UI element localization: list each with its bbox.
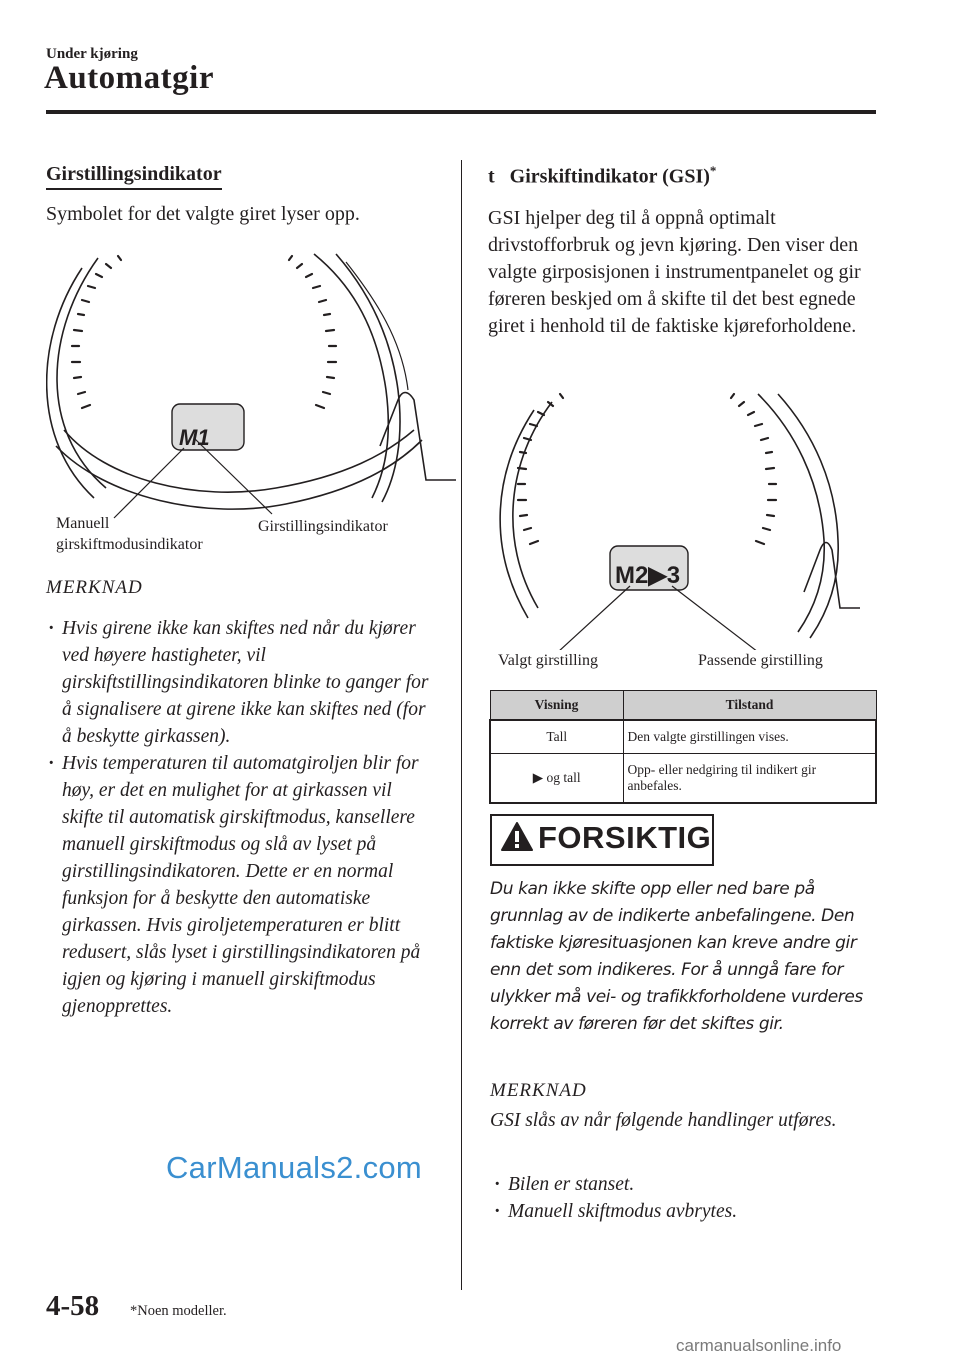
warning-icon xyxy=(500,821,534,853)
gsi-figure xyxy=(498,380,878,650)
manual-mode-indicator-label: Manuell girskiftmodusindikator xyxy=(56,515,203,553)
list-item: · Manuell skiftmodus avbrytes. xyxy=(492,1198,872,1225)
gear-display-text: M1 xyxy=(179,425,210,450)
table-header-display: Visning xyxy=(490,691,623,721)
note-list xyxy=(46,615,432,1020)
header-divider xyxy=(46,110,876,114)
gear-indicator-heading: Girstillingsindikator xyxy=(46,163,222,190)
gsi-note-list xyxy=(492,1171,872,1225)
page-number: 4-58 xyxy=(46,1290,100,1322)
gsi-display-text: M2▶3 xyxy=(615,562,681,589)
footnote: *Noen modeller. xyxy=(130,1303,227,1319)
caution-body: Du kan ikke skifte opp eller ned bare på grunnlag av de indikerte anbefalingene. Den faktiske kjøresituasjonen kan kreve andre gir enn det som indikeres. For å unngå fare for ulykker må vei- og trafikkforholdene vurderes korrekt av føreren før det skiftes gir. xyxy=(490,879,863,1034)
leader-lines xyxy=(558,586,758,650)
gsi-table xyxy=(489,690,877,804)
table-row: Tall Den valgte girstillingen vises. xyxy=(490,720,876,754)
table-header-state: Tilstand xyxy=(623,691,876,721)
gsi-heading: t Girskiftindikator (GSI)* xyxy=(488,163,717,188)
site-watermark: carmanualsonline.info xyxy=(676,1336,842,1355)
list-item: · Bilen er stanset. xyxy=(492,1171,872,1198)
tick-marks-left xyxy=(518,394,563,544)
table-row: ▶ og tall Opp- eller nedgiring til indikert gir anbefales. xyxy=(490,754,876,804)
selected-gear-label: Valgt girstilling xyxy=(498,652,598,669)
gear-indicator-intro: Symbolet for det valgte giret lyser opp. xyxy=(46,203,360,225)
suitable-gear-label: Passende girstilling xyxy=(698,652,823,669)
section-label: Under kjøring xyxy=(46,46,138,62)
column-divider xyxy=(461,160,462,1290)
tick-marks-left xyxy=(72,256,121,408)
caution-title: FORSIKTIG xyxy=(538,820,712,855)
tick-marks-right xyxy=(731,394,776,544)
gsi-note-title: MERKNAD xyxy=(490,1080,587,1101)
list-item: · Hvis temperaturen til automatgiroljen blir for høy, er det en mulighet for at girkassen vil skifte til automatisk girskiftmodus, kansellere manuell girskiftmodus og slå av lyset på girstillingsindikatoren. Dette er en normal funksjon for å beskytte den automatiske girkassen. Hvis giroljetemperaturen er blitt redusert, slås lyset i girstillingsindikatoren på igjen og kjøring i manuell girskiftmodus gjenopprettes. xyxy=(46,750,432,1020)
gsi-note-intro: GSI slås av når følgende handlinger utføres. xyxy=(490,1110,837,1131)
watermark-text: CarManuals2.com xyxy=(166,1150,423,1185)
list-item: · Hvis girene ikke kan skiftes ned når du kjører ved høyere hastigheter, vil girskiftstillingsindikatoren blinke to ganger for å signalisere at girene ikke kan skiftes ned (for å beskytte girkassen). xyxy=(46,615,432,750)
gsi-intro: GSI hjelper deg til å oppnå optimalt drivstofforbruk og jevn kjøring. Den viser den valgte girposisjonen i instrumentpanelet og gir føreren beskjed om å skifte til det best egnede giret i henhold til de faktiske kjøreforholdene. xyxy=(488,207,861,337)
gear-indicator-figure xyxy=(46,240,456,530)
gear-position-indicator-label: Girstillingsindikator xyxy=(258,518,388,535)
page-title: Automatgir xyxy=(44,60,214,96)
note-title: MERKNAD xyxy=(46,577,143,598)
tick-marks-right xyxy=(289,256,336,408)
